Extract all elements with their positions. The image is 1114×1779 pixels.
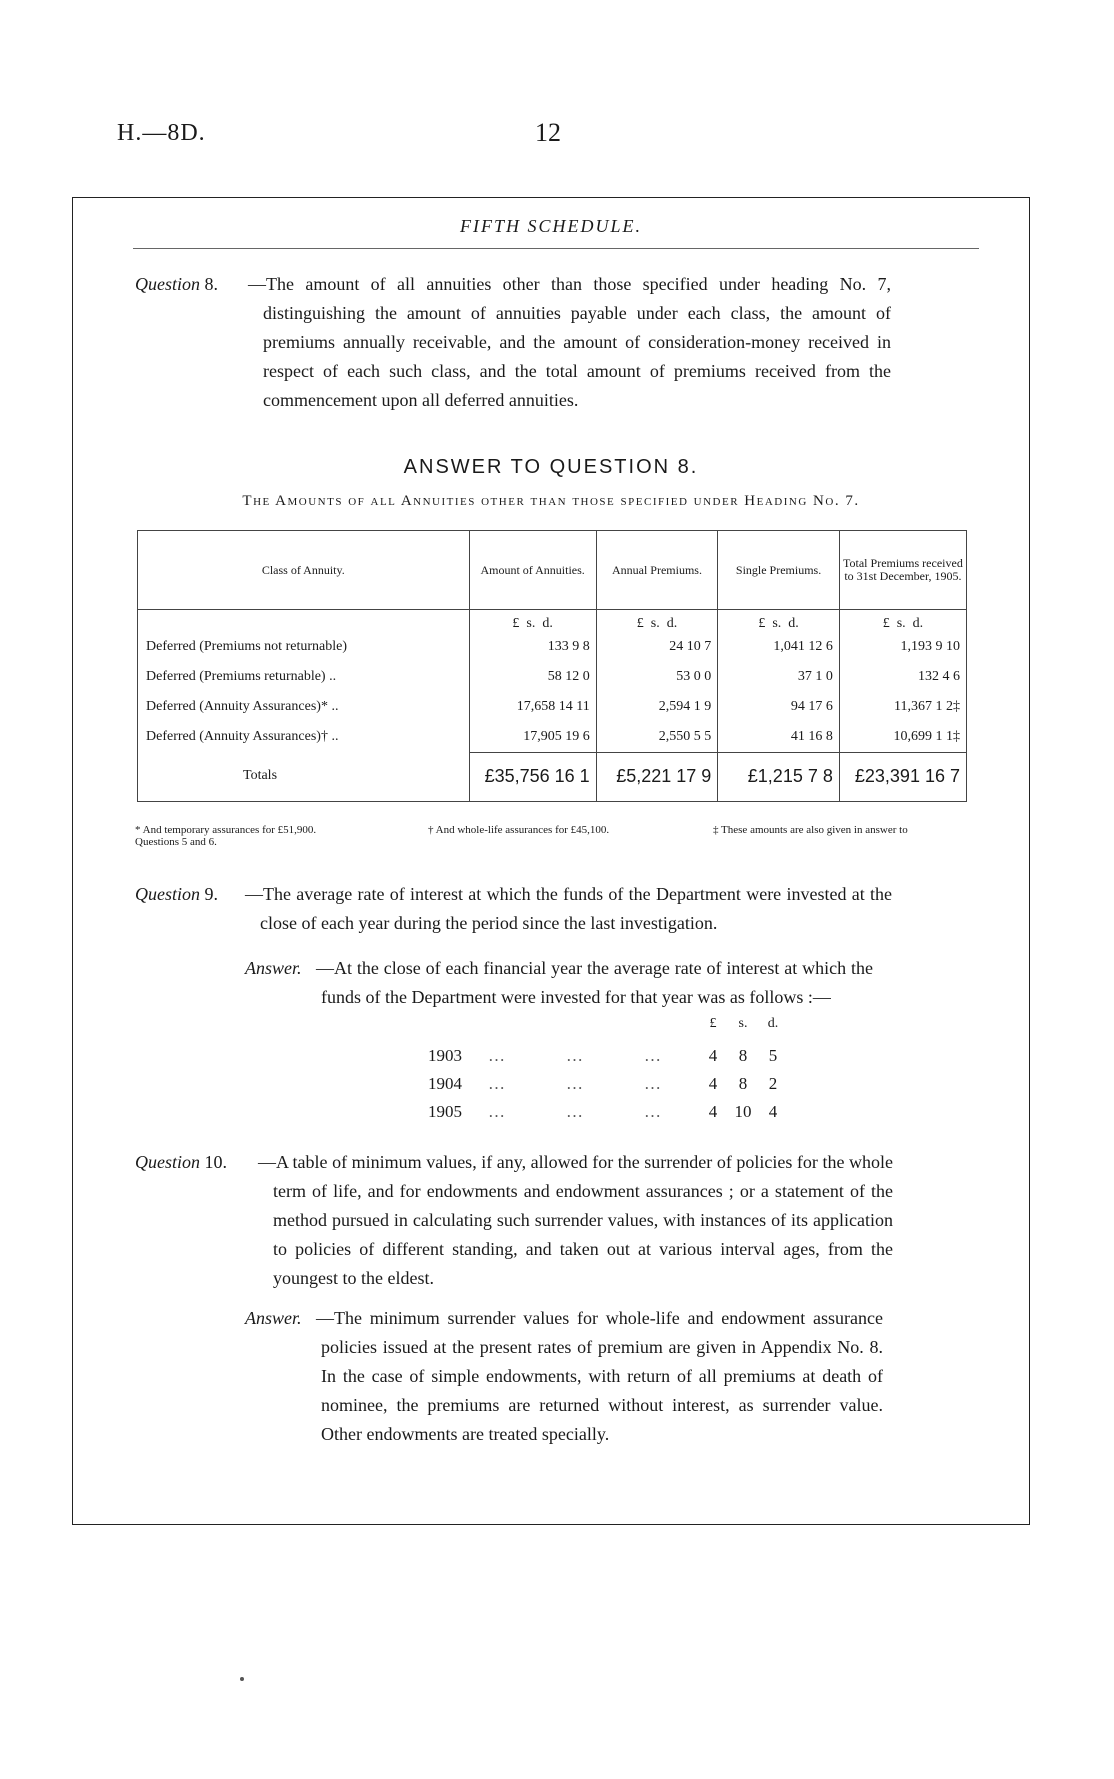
annuities-table (137, 530, 967, 802)
amount-cell: 17,658 14 11 (469, 692, 596, 722)
total-cell: 132 4 6 (839, 662, 966, 692)
row-label: Deferred (Premiums returnable) .. (138, 662, 470, 692)
answer-8-subheading: The Amounts of all Annuities other than those specified under Heading No. 7. (242, 493, 860, 509)
rate-row-1905: 1905 … … … 4 10 4 (428, 1102, 778, 1121)
stray-mark (240, 1677, 244, 1681)
amount-cell: 58 12 0 (469, 662, 596, 692)
title-rule (133, 248, 979, 249)
totals-single: £1,215 7 8 (718, 752, 840, 801)
single-cell: 94 17 6 (718, 692, 840, 722)
single-cell: 37 1 0 (718, 662, 840, 692)
amount-cell: 133 9 8 (469, 632, 596, 662)
answer-9-text: —At the close of each financial year the average rate of interest at which the funds of the Department were invested for that year was as follows :— (316, 958, 873, 1007)
lsd-heading: £ s. d. (718, 610, 840, 633)
question-label: Question (135, 884, 200, 904)
row-label: Deferred (Annuity Assurances)* .. (138, 692, 470, 722)
answer-9-label: Answer. (245, 958, 302, 978)
question-number: 8. (204, 274, 218, 294)
total-cell: 1,193 9 10 (839, 632, 966, 662)
annual-cell: 2,550 5 5 (596, 722, 718, 752)
lsd-heading: £ s. d. (469, 610, 596, 633)
row-label: Deferred (Annuity Assurances)† .. (138, 722, 470, 752)
single-cell: 1,041 12 6 (718, 632, 840, 662)
lsd-heading: £ s. d. (596, 610, 718, 633)
annual-cell: 24 10 7 (596, 632, 718, 662)
footnote-star: * And temporary assurances for £51,900. Questions 5 and 6. (135, 824, 317, 848)
table-row (138, 632, 967, 662)
table-row (138, 722, 967, 752)
rate-lsd-heading: £ s. d. (709, 1016, 779, 1031)
question-number: 9. (204, 884, 218, 904)
question-label: Question (135, 274, 200, 294)
question-9-text: —The average rate of interest at which the funds of the Department were invested at the close of each year during the period since the last investigation. (245, 884, 892, 933)
amount-cell: 17,905 19 6 (469, 722, 596, 752)
header-amount: Amount of Annuities. (469, 531, 596, 610)
question-8-text: —The amount of all annuities other than those specified under heading No. 7, distinguishing the amount of annuities payable under each class, the amount of premiums annually receivable, and the amount of consideration-money received in respect of each such class, and the total amount of premiums received from the commencement upon all deferred annuities. (248, 274, 891, 410)
answer-10-label: Answer. (245, 1308, 302, 1328)
footnote-dagger: † And whole-life assurances for £45,100. (428, 824, 610, 836)
totals-label: Totals (138, 752, 470, 801)
totals-amount: £35,756 16 1 (469, 752, 596, 801)
rate-row-1903: 1903 … … … 4 8 5 (428, 1046, 778, 1065)
table-row (138, 692, 967, 722)
page-number: 12 (535, 118, 561, 147)
single-cell: 41 16 8 (718, 722, 840, 752)
rate-row-1904: 1904 … … … 4 8 2 (428, 1074, 778, 1093)
row-label: Deferred (Premiums not returnable) (138, 632, 470, 662)
annual-cell: 2,594 1 9 (596, 692, 718, 722)
answer-8-heading: ANSWER TO QUESTION 8. (403, 456, 699, 478)
answer-10-text: —The minimum surrender values for whole-life and endowment assurance policies issued at the present rates of premium are given in Appendix No. 8. In the case of simple endowments, with return of all premiums at death of nominee, the premiums are returned without interest, as surrender value. Other endowments are treated specially. (316, 1308, 883, 1444)
header-total: Total Premiums received to 31st December, 1905. (839, 531, 966, 610)
totals-total: £23,391 16 7 (839, 752, 966, 801)
header-class: Class of Annuity. (138, 531, 470, 610)
question-8-label (135, 274, 218, 295)
question-10-label (135, 1152, 227, 1173)
footnote-ddagger: ‡ These amounts are also given in answer to (713, 824, 908, 836)
lsd-heading: £ s. d. (839, 610, 966, 633)
question-number: 10. (204, 1152, 227, 1172)
question-9-label (135, 884, 218, 905)
header-annual: Annual Premiums. (596, 531, 718, 610)
total-cell: 10,699 1 1‡ (839, 722, 966, 752)
document-reference: H.—8D. (117, 120, 206, 146)
total-cell: 11,367 1 2‡ (839, 692, 966, 722)
totals-row (138, 752, 967, 801)
annual-cell: 53 0 0 (596, 662, 718, 692)
schedule-title: FIFTH SCHEDULE. (460, 216, 642, 236)
table-row (138, 662, 967, 692)
schedule-frame (72, 197, 1030, 1525)
header-single: Single Premiums. (718, 531, 840, 610)
question-label: Question (135, 1152, 200, 1172)
totals-annual: £5,221 17 9 (596, 752, 718, 801)
question-10-text: —A table of minimum values, if any, allowed for the surrender of policies for the whole term of life, and for endowments and endowment assurances ; or a statement of the method pursued in calculating such surrender values, with instances of its application to policies of different standing, and taken out at various interval ages, from the youngest to the eldest. (258, 1152, 893, 1288)
